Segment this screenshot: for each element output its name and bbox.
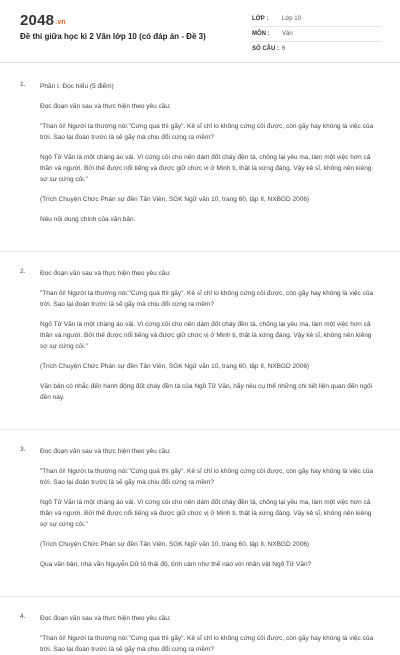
divider xyxy=(0,251,400,252)
question-prompt: Nêu nội dung chính của văn bản. xyxy=(40,216,136,223)
question-intro: Đọc đoạn văn sau và thực hiện theo yêu cầu: xyxy=(40,103,171,110)
divider xyxy=(0,429,400,430)
question-quote: "Than ôi! Người ta thường nói:"Cứng quá thì gãy". Kẻ sĩ chỉ lo không cứng cỏi được, còn gãy hay không là việc của trời. Sao lại đoán trước là sẽ gãy mà chịu đổi cứng ra mềm? xyxy=(40,635,374,653)
meta-label: SỐ CÂU : xyxy=(252,46,279,52)
meta-row-count xyxy=(252,42,382,56)
question-number: 1. xyxy=(20,81,26,88)
question-quote: "Than ôi! Người ta thường nói:"Cứng quá thì gãy". Kẻ sĩ chỉ lo không cứng cỏi được, còn gãy hay không là việc của trời. Sao lại đoán trước là sẽ gãy mà chịu đổi cứng ra mềm? xyxy=(40,123,374,141)
meta-value: Lớp 10 xyxy=(282,16,301,22)
logo-suffix: .vn xyxy=(55,19,66,26)
meta-row-subject xyxy=(252,27,382,42)
question-source: (Trích Chuyện Chức Phán sự đền Tản Viên, SGK Ngữ văn 10, trang 60, tập II, NXBGD 2006) xyxy=(40,541,310,548)
question-quote: Ngô Tử Văn là một chàng áo vải. Vì cứng cỏi cho nên dám đốt cháy đền tà, chống lại yêu ma, làm một việc hơn cả thần và người. Bởi thế được nổi tiếng và được giữ chức vị ở Minh ti, thật là xứng đáng. Vậy kẻ sĩ, không nên kiêng sợ sự cứng cỏi." xyxy=(40,154,372,183)
question-section: Phần I. Đọc hiểu (5 điểm) xyxy=(40,83,114,90)
meta-row-class xyxy=(252,12,382,27)
document-header xyxy=(0,0,400,63)
question-source: (Trích Chuyện Chức Phán sự đền Tản Viên, SGK Ngữ văn 10, trang 60, tập II, NXBGD 2006) xyxy=(40,363,310,370)
question-item xyxy=(20,81,380,225)
divider xyxy=(0,596,400,597)
meta-value: 6 xyxy=(282,46,286,52)
question-number: 4. xyxy=(20,613,26,620)
meta-value: Văn xyxy=(282,31,293,37)
question-intro: Đọc đoạn văn sau và thực hiện theo yêu cầu: xyxy=(40,448,171,455)
logo-text: 2048 xyxy=(20,12,55,29)
question-quote: Ngô Tử Văn là một chàng áo vải. Vì cứng cỏi cho nên dám đốt cháy đền tà, chống lại yêu ma, làm một việc hơn cả thần và người. Bởi thế được nổi tiếng và được giữ chức vị ở Minh ti, thật là xứng đáng. Vậy kẻ sĩ, không nên kiêng sợ sự cứng cỏi." xyxy=(40,499,372,528)
site-logo[interactable] xyxy=(20,12,66,29)
question-intro: Đọc đoạn văn sau và thực hiện theo yêu cầu: xyxy=(40,615,171,622)
meta-label: LỚP : xyxy=(252,16,269,22)
meta-label: MÔN : xyxy=(252,31,270,37)
question-prompt: Qua văn bản, nhà văn Nguyễn Dữ tỏ thái độ, tình cảm như thế nào với nhân vật Ngô Tử Văn? xyxy=(40,561,312,568)
question-item xyxy=(20,268,380,403)
question-item xyxy=(20,613,380,655)
question-source: (Trích Chuyện Chức Phán sự đền Tản Viên, SGK Ngữ văn 10, trang 60, tập II, NXBGD 2006) xyxy=(40,196,310,203)
exam-meta-table xyxy=(252,12,382,56)
question-quote: "Than ôi! Người ta thường nói:"Cứng quá thì gãy". Kẻ sĩ chỉ lo không cứng cỏi được, còn gãy hay không là việc của trời. Sao lại đoán trước là sẽ gãy mà chịu đổi cứng ra mềm? xyxy=(40,290,374,308)
question-number: 2. xyxy=(20,268,26,275)
question-list xyxy=(0,63,400,655)
question-intro: Đọc đoạn văn sau và thực hiện theo yêu cầu: xyxy=(40,270,171,277)
question-item xyxy=(20,446,380,570)
question-prompt: Văn bản có nhắc đến hành động đốt cháy đền tà của Ngô Tử Văn, hãy nêu cụ thể những chi tiết liên quan đến ngôi đền này. xyxy=(40,383,373,401)
question-quote: "Than ôi! Người ta thường nói:"Cứng quá thì gãy". Kẻ sĩ chỉ lo không cứng cỏi được, còn gãy hay không là việc của trời. Sao lại đoán trước là sẽ gãy mà chịu đổi cứng ra mềm? xyxy=(40,468,374,486)
question-number: 3. xyxy=(20,446,26,453)
page-title: Đề thi giữa học kì 2 Văn lớp 10 (có đáp án - Đề 3) xyxy=(20,32,206,41)
question-quote: Ngô Tử Văn là một chàng áo vải. Vì cứng cỏi cho nên dám đốt cháy đền tà, chống lại yêu ma, làm một việc hơn cả thần và người. Bởi thế được nổi tiếng và được giữ chức vị ở Minh ti, thật là xứng đáng. Vậy kẻ sĩ, không nên kiêng sợ sự cứng cỏi." xyxy=(40,321,372,350)
